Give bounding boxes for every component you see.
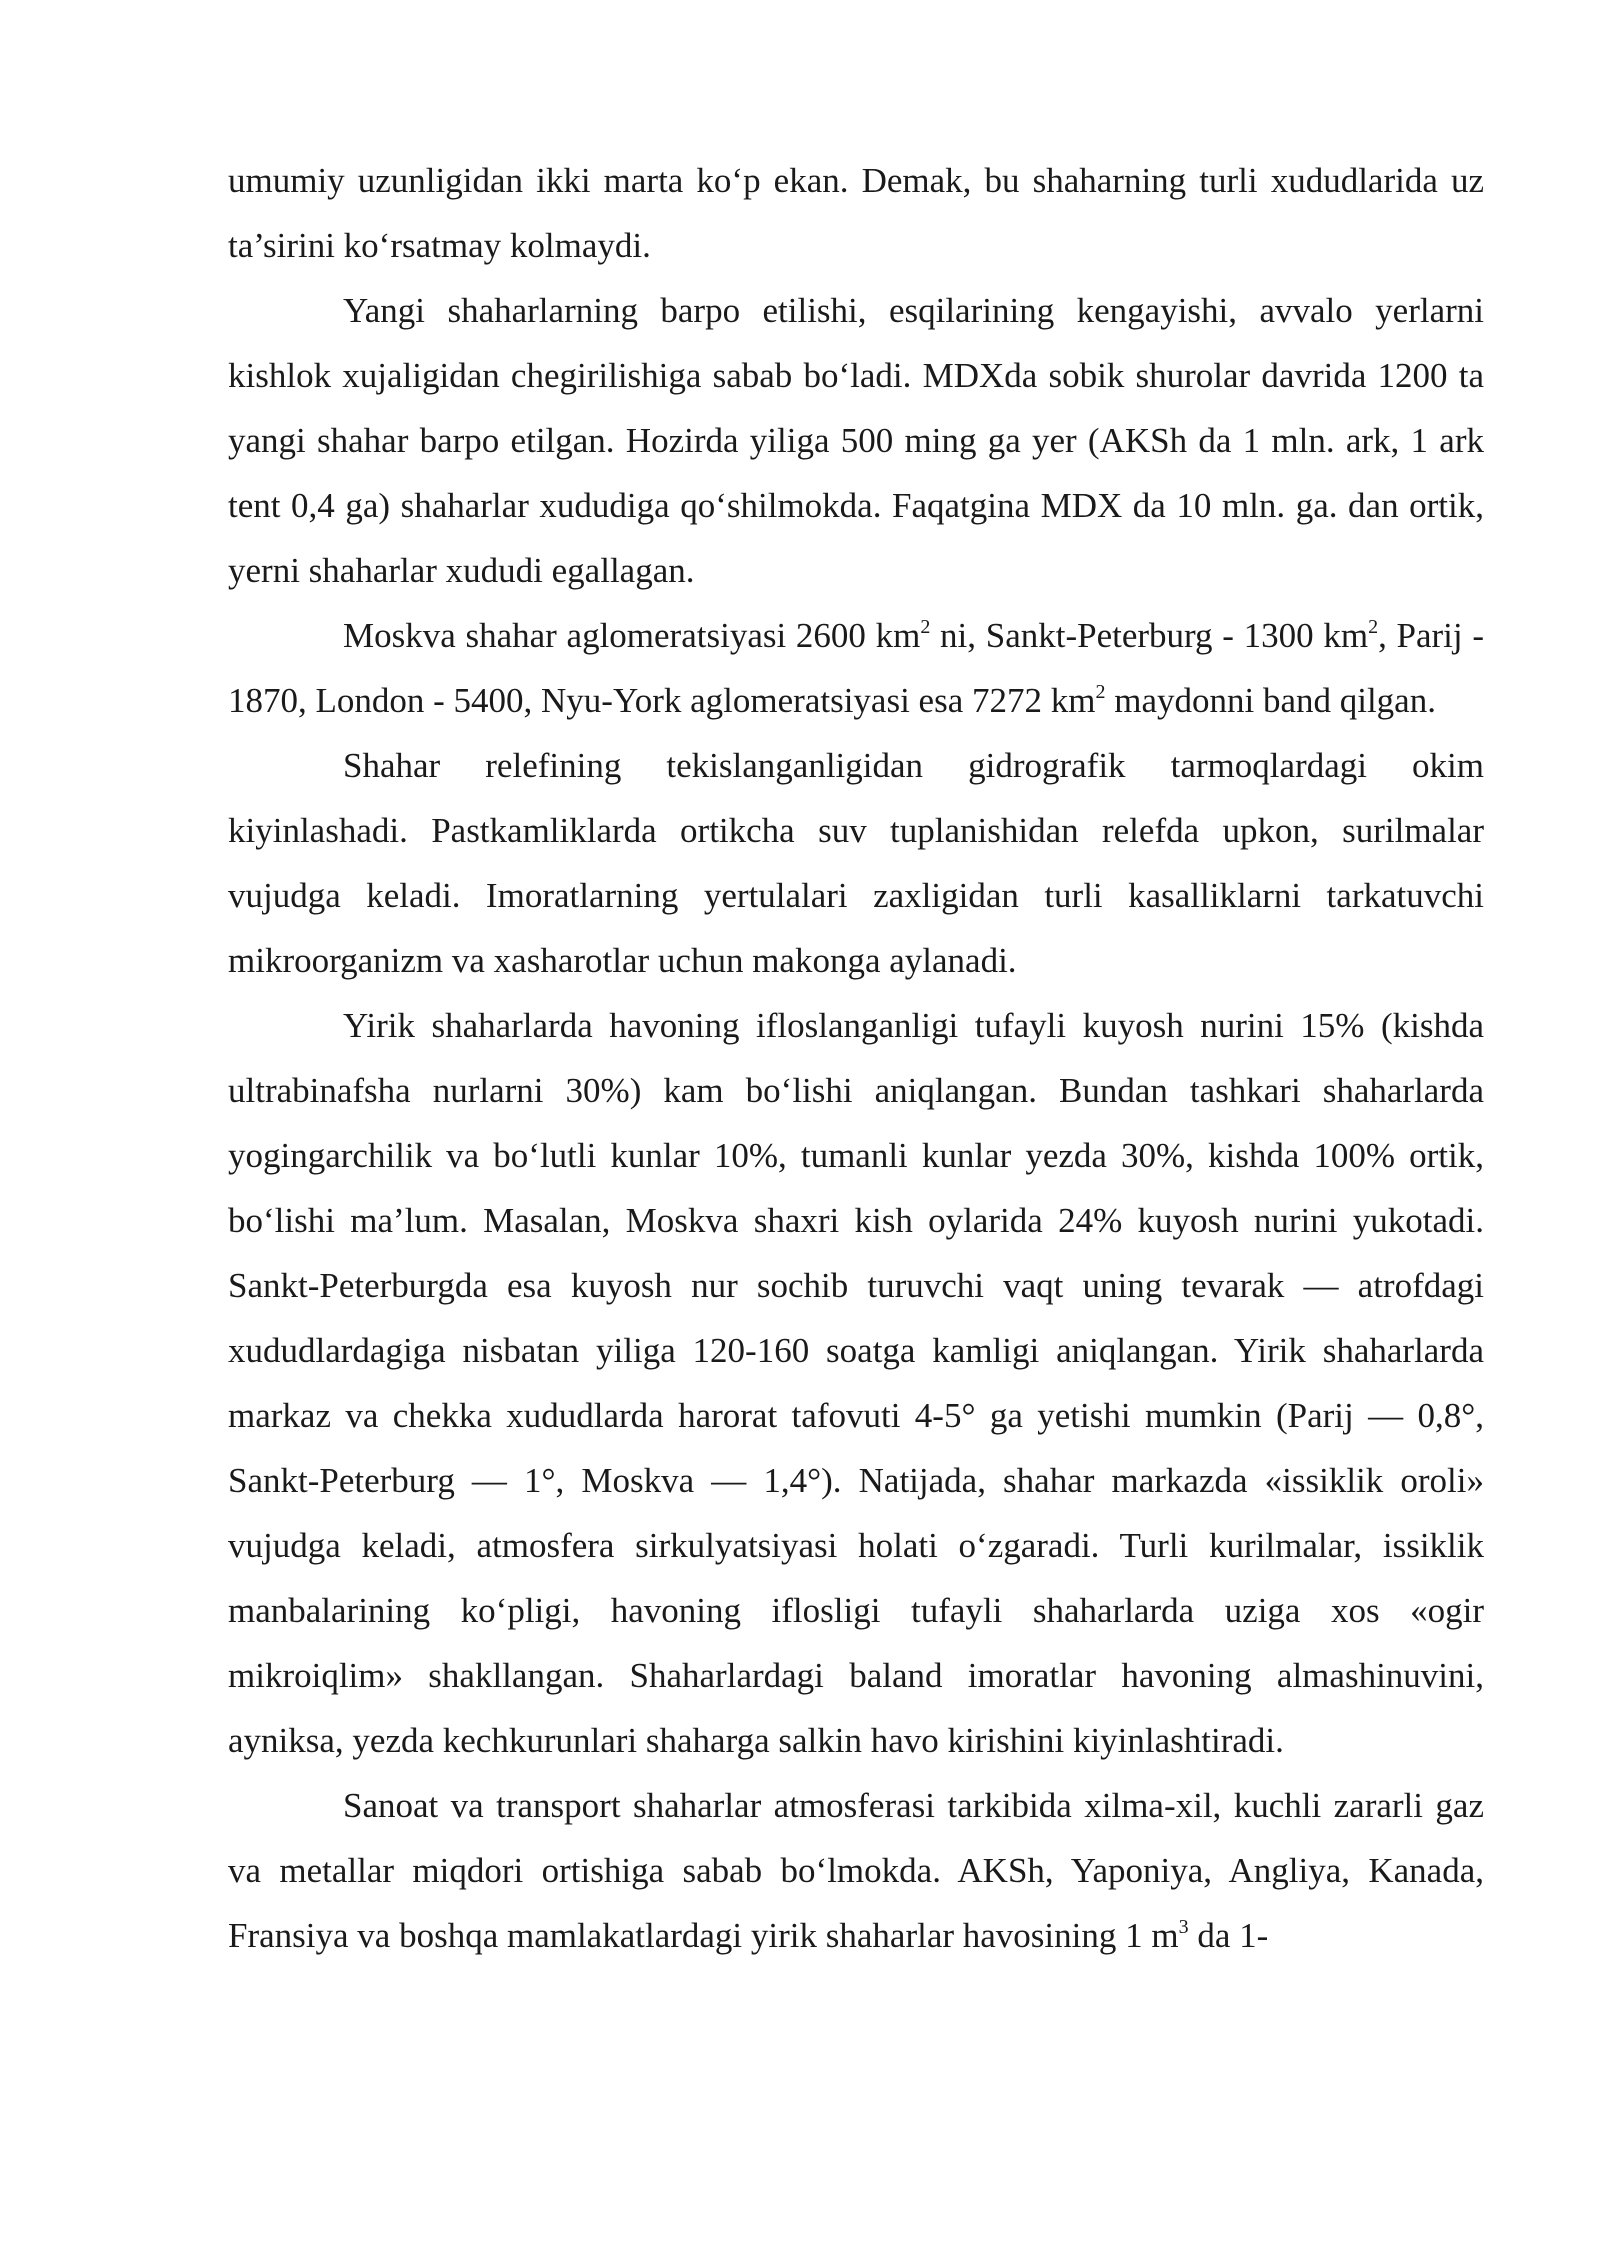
paragraph-text: ni, Sankt-Peterburg - 1300 km [930, 616, 1369, 655]
paragraph-text: , Parij - 1870, London - 5400, Nyu-York aglomeratsiyasi esa 7272 km [228, 616, 1484, 720]
paragraph-4 [228, 733, 1484, 993]
superscript: 3 [1178, 1916, 1189, 1938]
paragraph-text: da 1- [1188, 1916, 1269, 1955]
superscript: 2 [1368, 616, 1379, 638]
document-page [228, 148, 1484, 1968]
paragraph-text: Yangi shaharlarning barpo etilishi, esqilarining kengayishi, avvalo yerlarni kishlok xujaligidan chegirilishiga sabab bo‘ladi. MDXda sobik shurolar davrida 1200 ta yangi shahar barpo etilgan. Hozirda yiliga 500 ming ga yer (AKSh da 1 mln. ark, 1 ark tent 0,4 ga) shaharlar xududiga qo‘shilmokda. Faqatgina MDX da 10 mln. ga. dan ortik, yerni shaharlar xududi egallagan. [228, 291, 1484, 590]
paragraph-text: Sanoat va transport shaharlar atmosferasi tarkibida xilma-xil, kuchli zararli gaz va metallar miqdori ortishiga sabab bo‘lmokda. AKSh, Yaponiya, Angliya, Kanada, Fransiya va boshqa mamlakatlardagi yirik shaharlar havosining 1 m [228, 1786, 1484, 1955]
paragraph-text: Moskva shahar aglomeratsiyasi 2600 km [343, 616, 921, 655]
paragraph-3 [228, 603, 1484, 733]
superscript: 2 [920, 616, 931, 638]
paragraph-2 [228, 278, 1484, 603]
paragraph-text: maydonni band qilgan. [1105, 681, 1436, 720]
paragraph-text: Shahar relefining tekislanganligidan gidrografik tarmoqlardagi okim kiyinlashadi. Pastkamliklarda ortikcha suv tuplanishidan relefda upkon, surilmalar vujudga keladi. Imoratlarning yertulalari zaxligidan turli kasalliklarni tarkatuvchi mikroorganizm va xasharotlar uchun makonga aylanadi. [228, 746, 1484, 980]
paragraph-5 [228, 993, 1484, 1773]
superscript: 2 [1095, 681, 1106, 703]
paragraph-1 [228, 148, 1484, 278]
paragraph-text: Yirik shaharlarda havoning ifloslanganligi tufayli kuyosh nurini 15% (kishda ultrabinafsha nurlarni 30%) kam bo‘lishi aniqlangan. Bundan tashkari shaharlarda yogingarchilik va bo‘lutli kunlar 10%, tumanli kunlar yezda 30%, kishda 100% ortik, bo‘lishi ma’lum. Masalan, Moskva shaxri kish oylarida 24% kuyosh nurini yukotadi. Sankt-Peterburgda esa kuyosh nur sochib turuvchi vaqt uning tevarak — atrofdagi xududlardagiga nisbatan yiliga 120-160 soatga kamligi aniqlangan. Yirik shaharlarda markaz va chekka xududlarda harorat tafovuti 4-5° ga yetishi mumkin (Parij — 0,8°, Sankt-Peterburg — 1°, Moskva — 1,4°). Natijada, shahar markazda «issiklik oroli» vujudga keladi, atmosfera sirkulyatsiyasi holati o‘zgaradi. Turli kurilmalar, issiklik manbalarining ko‘pligi, havoning iflosligi tufayli shaharlarda uziga xos «ogir mikroiqlim» shakllangan. Shaharlardagi baland imoratlar havoning almashinuvini, ayniksa, yezda kechkurunlari shaharga salkin havo kirishini kiyinlashtiradi. [228, 1006, 1484, 1760]
paragraph-text: umumiy uzunligidan ikki marta ko‘p ekan. Demak, bu shaharning turli xududlarida uz ta’sirini ko‘rsatmay kolmaydi. [228, 161, 1484, 265]
paragraph-6 [228, 1773, 1484, 1968]
